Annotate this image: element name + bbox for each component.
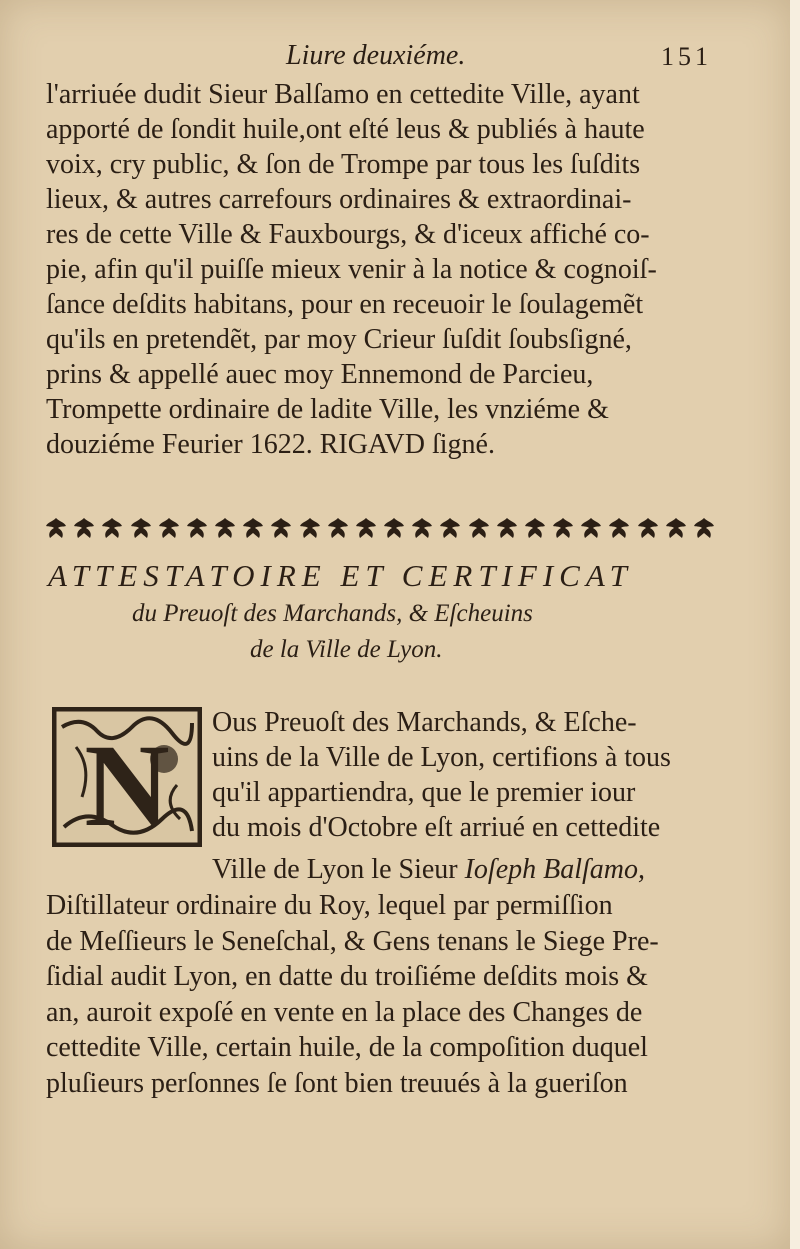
body-line-6: pie, afin qu'il puiſſe mieux venir à la notice & cognoiſ- <box>46 254 657 285</box>
fleuron-icon <box>298 516 322 542</box>
fleuron-icon <box>467 516 491 542</box>
fleuron-icon <box>495 516 519 542</box>
certificat-line-6: Diſtillateur ordinaire du Roy, lequel par permiſſion <box>46 890 613 921</box>
certificat-line-11: pluſieurs perſonnes ſe ſont bien treuués à la gueriſon <box>46 1068 628 1099</box>
drop-cap-initial <box>52 707 202 847</box>
certificat-line-4: du mois d'Octobre eſt arriué en cettedite <box>212 812 661 843</box>
certificat-line-9: an, auroit expoſé en vente en la place des Changes de <box>46 997 643 1028</box>
fleuron-icon <box>326 516 350 542</box>
body-line-10: Trompette ordinaire de ladite Ville, les vnziéme & <box>46 394 609 425</box>
drop-cap-letter: N <box>84 720 170 847</box>
fleuron-icon <box>241 516 265 542</box>
fleuron-icon <box>551 516 575 542</box>
fleuron-icon <box>523 516 547 542</box>
certificat-line-5-text: Ville de Lyon le Sieur <box>212 854 458 885</box>
fleuron-icon <box>579 516 603 542</box>
section-title-line-1: ATTESTATOIRE ET CERTIFICAT <box>48 558 633 593</box>
fleuron-icon <box>607 516 631 542</box>
certificat-line-2: uins de la Ville de Lyon, certifions à tous <box>212 742 671 773</box>
fleuron-icon <box>382 516 406 542</box>
section-title-line-2: du Preuoſt des Marchands, & Eſcheuins <box>132 600 533 627</box>
fleuron-icon <box>185 516 209 542</box>
fleuron-icon <box>100 516 124 542</box>
running-title: Liure deuxiéme. <box>286 40 466 71</box>
drop-cap-n-icon <box>52 707 202 847</box>
certificat-line-5 <box>212 853 716 887</box>
page-number: 151 <box>661 42 712 71</box>
certificat-line-7: de Meſſieurs le Seneſchal, & Gens tenans le Siege Pre- <box>46 926 659 957</box>
fleuron-icon <box>129 516 153 542</box>
body-line-4: lieux, & autres carrefours ordinaires & extraordinai- <box>46 184 632 215</box>
certificat-line-1: Ous Preuoſt des Marchands, & Eſche- <box>212 707 637 738</box>
certificat-line-8: ſidial audit Lyon, en datte du troiſiéme deſdits mois & <box>46 961 648 992</box>
fleuron-icon <box>410 516 434 542</box>
page-edge <box>790 0 800 1249</box>
ornament-band <box>44 514 716 544</box>
body-line-3: voix, cry public, & ſon de Trompe par tous les ſuſdits <box>46 149 641 180</box>
fleuron-icon <box>157 516 181 542</box>
fleuron-icon <box>72 516 96 542</box>
fleuron-icon <box>636 516 660 542</box>
body-line-8: qu'ils en pretendẽt, par moy Crieur ſuſdit ſoubsſigné, <box>46 324 632 355</box>
body-line-1: l'arriuée dudit Sieur Balſamo en cettedite Ville, ayant <box>46 79 640 110</box>
fleuron-icon <box>354 516 378 542</box>
fleuron-icon <box>213 516 237 542</box>
fleuron-icon <box>664 516 688 542</box>
fleuron-icon <box>44 516 68 542</box>
fleuron-icon <box>438 516 462 542</box>
fleuron-icon <box>269 516 293 542</box>
body-line-2: apporté de ſondit huile,ont eſté leus & publiés à haute <box>46 114 645 145</box>
certificat-line-3: qu'il appartiendra, que le premier iour <box>212 777 636 808</box>
body-line-9: prins & appellé auec moy Ennemond de Parcieu, <box>46 359 594 390</box>
section-title-line-3: de la Ville de Lyon. <box>250 636 443 663</box>
body-line-11: douziéme Feurier 1622. RIGAVD ſigné. <box>46 429 495 460</box>
person-name: Ioſeph Balſamo, <box>464 854 646 885</box>
fleuron-icon <box>692 516 716 542</box>
body-line-5: res de cette Ville & Fauxbourgs, & d'iceux affiché co- <box>46 219 650 250</box>
certificat-line-10: cettedite Ville, certain huile, de la compoſition duquel <box>46 1032 648 1063</box>
body-line-7: ſance deſdits habitans, pour en receuoir le ſoulagemẽt <box>46 289 644 320</box>
